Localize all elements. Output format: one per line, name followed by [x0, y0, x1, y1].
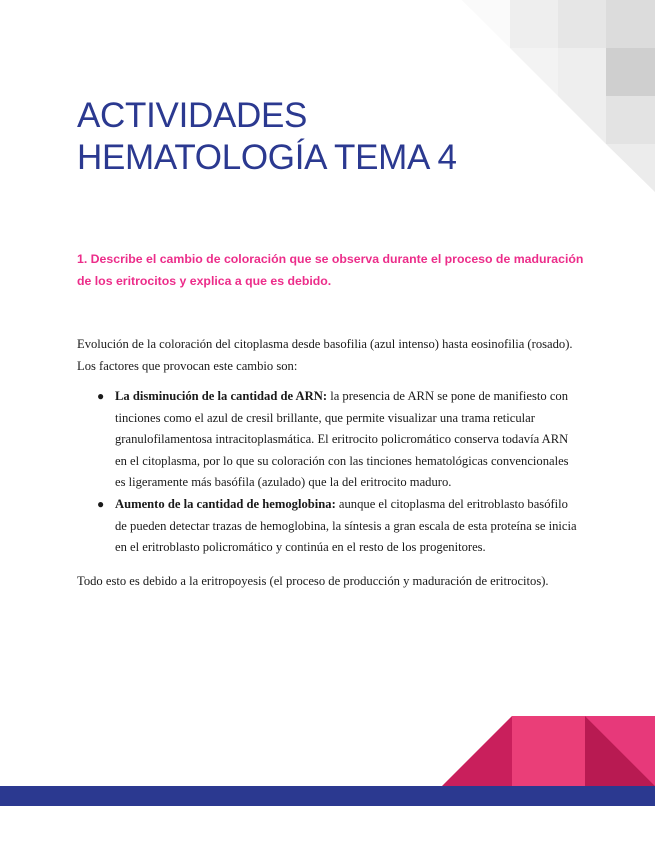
- page-title-line-2: HEMATOLOGÍA TEMA 4: [77, 138, 457, 177]
- page-title: [77, 95, 457, 179]
- list-item: [77, 494, 582, 559]
- list-item-text: aunque el citoplasma del eritroblasto basófilo de pueden detectar trazas de hemoglobina, la síntesis a gran escala de esta proteína se inicia en el eritroblasto policromático y continúa en el resto de los progenitores.: [115, 496, 577, 555]
- intro-paragraph: Evolución de la coloración del citoplasma desde basofilia (azul intenso) hasta eosinofilia (rosado). Los factores que provocan este cambio son:: [77, 337, 573, 373]
- page-title-line-1: ACTIVIDADES: [77, 96, 308, 135]
- list-item: [77, 386, 582, 494]
- corner-pattern-top-right: [462, 0, 655, 192]
- conclusion-paragraph: Todo esto es debido a la eritropoyesis (el proceso de producción y maduración de eritrocitos).: [77, 574, 549, 588]
- list-item-lead: La disminución de la cantidad de ARN:: [115, 389, 328, 403]
- factor-list: [77, 386, 582, 559]
- bullet-icon: ●: [97, 496, 105, 511]
- corner-pattern-bottom-right: [442, 716, 655, 786]
- bullet-icon: ●: [97, 389, 105, 403]
- list-item-lead: Aumento de la cantidad de hemoglobina:: [115, 496, 336, 511]
- footer-band: [0, 786, 655, 806]
- list-item-text: la presencia de ARN se pone de manifiesto con tinciones como el azul de cresil brillante, que permite visualizar una trama reticular granulofilamentosa intracitoplasmática. El eritrocito policromático conserva todavía ARN en el citoplasma, por lo que su coloración con las tinciones hematológicas convencionales es ligeramente más basófila (azulado) que la del eritrocito maduro.: [115, 389, 569, 490]
- question-heading: 1. Describe el cambio de coloración que se observa durante el proceso de maduración de los eritrocitos y explica a que es debido.: [77, 252, 584, 288]
